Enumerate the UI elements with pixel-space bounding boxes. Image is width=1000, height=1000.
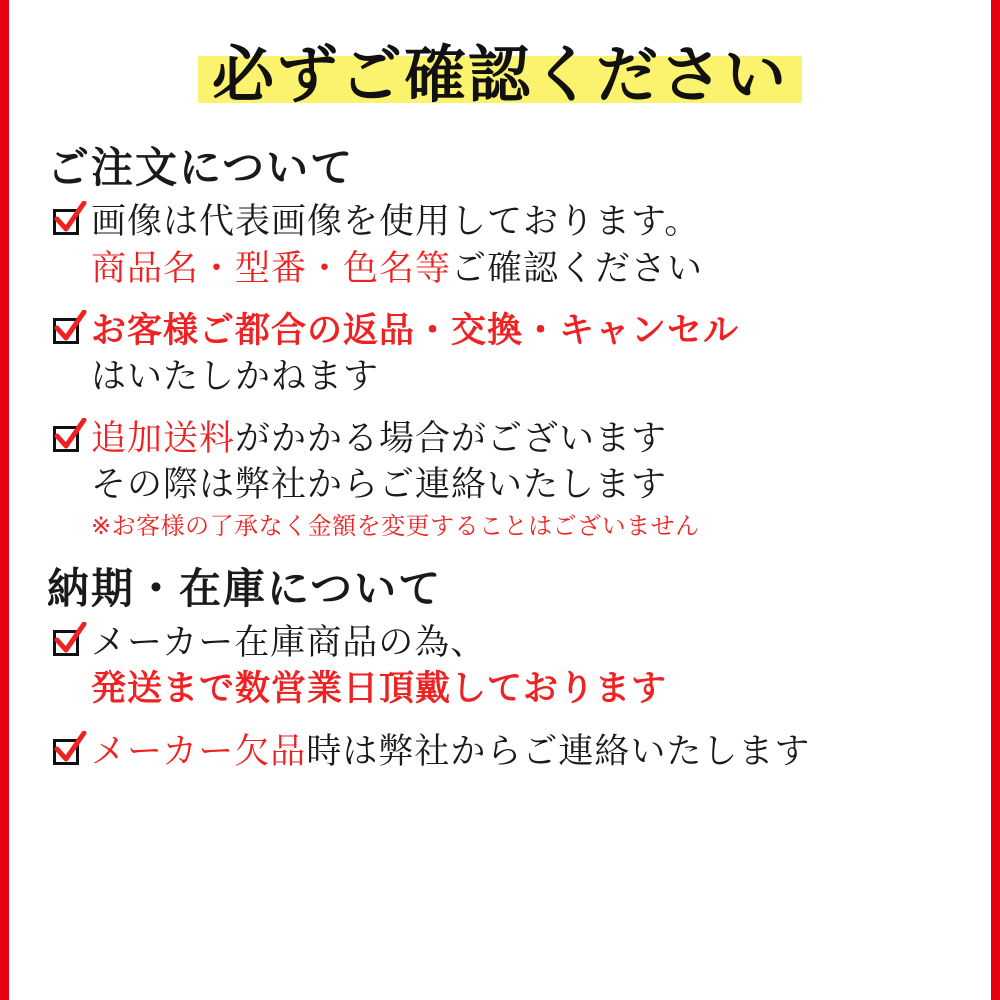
list-item-line: はいたしかねます	[91, 357, 380, 398]
list-item-note: ※お客様の了承なく金額を変更することはございません	[91, 511, 700, 540]
list-item-line-suffix: 時は弊社からご連絡いたします	[306, 731, 811, 772]
list-item-lines	[91, 308, 957, 400]
checkbox-checked-icon	[51, 626, 85, 660]
list-item-line: メーカー在庫商品の為、	[91, 623, 487, 664]
list-item-line	[91, 246, 957, 292]
list-item-line	[91, 416, 957, 462]
page-title	[198, 36, 802, 117]
page-title-wrap	[43, 36, 957, 117]
emphasis-text: 商品名・型番・色名等	[91, 248, 452, 289]
checkbox-checked-icon	[51, 735, 85, 769]
list-item-line: 発送まで数営業日頂戴しております	[91, 669, 668, 710]
list-item-line-suffix: ご確認ください	[451, 248, 704, 289]
list-item-line-suffix: がかかる場合がございます	[235, 419, 668, 460]
list-item-line: 画像は代表画像を使用しております。	[91, 202, 701, 243]
list-item-lines	[91, 199, 957, 291]
checkbox-checked-icon	[51, 422, 85, 456]
section-heading-delivery: 納期・在庫について	[47, 563, 443, 613]
list-item	[51, 729, 957, 775]
right-red-border	[991, 0, 1000, 1000]
list-item	[51, 308, 957, 400]
checkbox-checked-icon	[51, 205, 85, 239]
list-item	[51, 199, 957, 291]
left-red-border	[0, 0, 9, 1000]
emphasis-text: メーカー欠品	[91, 731, 307, 772]
section-heading-orders: ご注文について	[47, 143, 355, 193]
emphasis-text: 追加送料	[91, 419, 236, 460]
list-item-lines	[91, 620, 957, 712]
notice-content	[9, 0, 991, 1000]
page-title-text: 必ずご確認ください	[211, 38, 788, 111]
list-item	[51, 416, 957, 542]
list-item-line: その際は弊社からご連絡いたします	[91, 465, 668, 506]
list-item-lines	[91, 416, 957, 542]
list-item-line: お客様ご都合の返品・交換・キャンセル	[91, 310, 740, 351]
checkbox-checked-icon	[51, 314, 85, 348]
list-item-lines	[91, 729, 957, 775]
list-item	[51, 620, 957, 712]
list-item-line	[91, 729, 957, 775]
